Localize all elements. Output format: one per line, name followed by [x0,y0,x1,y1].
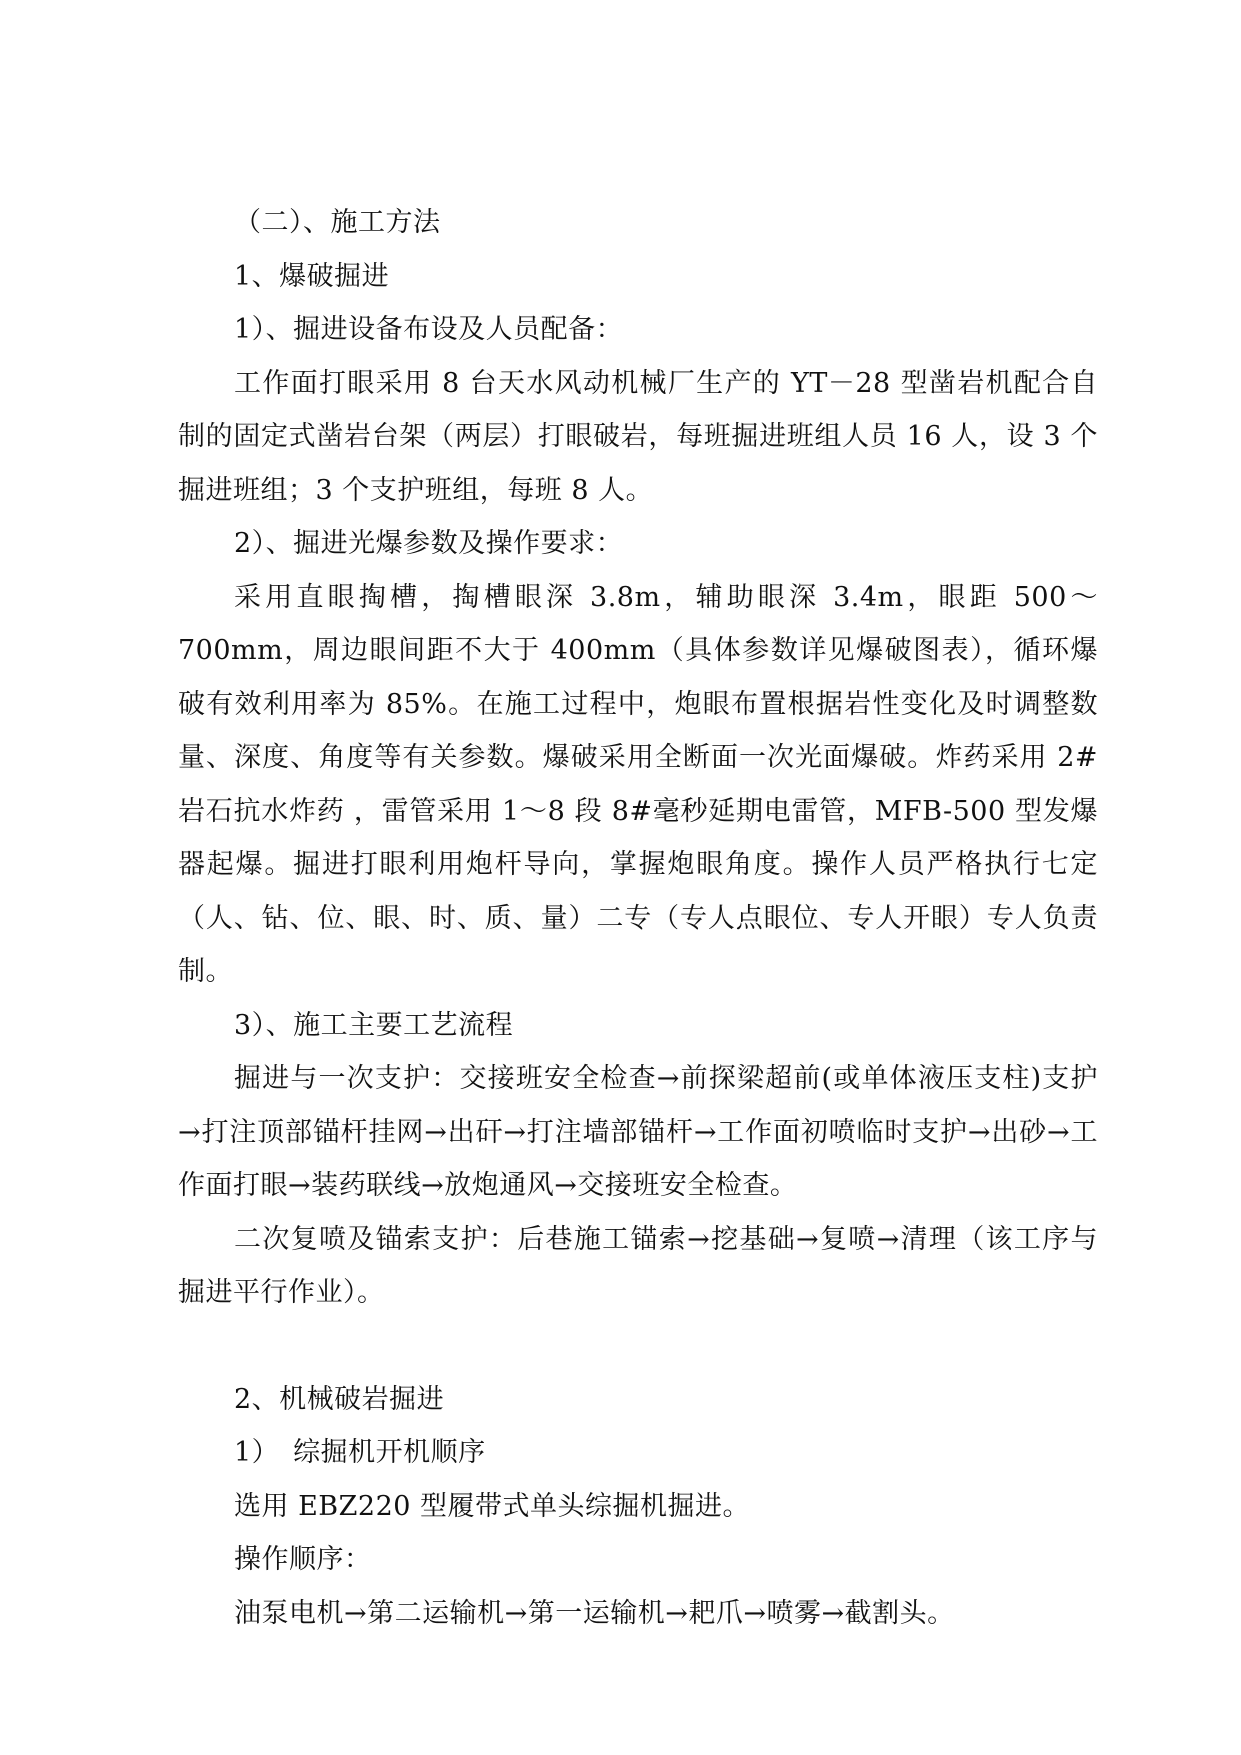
paragraph: 操作顺序： [234,1544,372,1575]
paragraph: 选用 EBZ220 型履带式单头综掘机掘进。 [234,1490,751,1522]
paragraph: 油泵电机→第二运输机→第一运输机→耙爪→喷雾→截割头。 [234,1597,955,1629]
subsection-heading: 1、爆破掘进 [234,260,390,292]
paragraph: 掘进与一次支护：交接班安全检查→前探梁超前(或单体液压支柱)支护→打注顶部锚杆挂网→出矸→打注墙部锚杆→工作面初喷临时支护→出砂→工作面打眼→装药联线→放炮通风→交接班安全检查。 [178,1063,1098,1201]
document-body [178,196,1098,1640]
paragraph: 二次复喷及锚索支护：后巷施工锚索→挖基础→复喷→清理（该工序与掘进平行作业）。 [178,1223,1098,1308]
item-heading: 1）、掘进设备布设及人员配备： [234,314,624,345]
item-heading: 1） 综掘机开机顺序 [234,1437,486,1468]
paragraph: 采用直眼掏槽，掏槽眼深 3.8m，辅助眼深 3.4m，眼距 500～700mm，周边眼间距不大于 400mm（具体参数详见爆破图表），循环爆破有效利用率为 85%。在施工过程中，炮眼布置根据岩性变化及时调整数量、深度、角度等有关参数。爆破采用全断面一次光面爆破。炸药采用 2#岩石抗水炸药 ，雷管采用 1～8 段 8#毫秒延期电雷管，MFB-500 型发爆器起爆。掘进打眼利用炮杆导向，掌握炮眼角度。操作人员严格执行七定（人、钻、位、眼、时、质、量）二专（专人点眼位、专人开眼）专人负责制。 [178,581,1098,987]
item-heading: 3）、施工主要工艺流程 [234,1009,514,1041]
blank-line [178,1320,1098,1373]
section-heading: （二）、施工方法 [234,207,441,238]
item-heading: 2）、掘进光爆参数及操作要求： [234,528,624,559]
subsection-heading: 2、机械破岩掘进 [234,1383,445,1415]
paragraph: 工作面打眼采用 8 台天水风动机械厂生产的 YT－28 型凿岩机配合自制的固定式凿岩台架（两层）打眼破岩，每班掘进班组人员 16 人，设 3 个掘进班组；3 个支护班组，每班 8 人。 [178,367,1098,506]
